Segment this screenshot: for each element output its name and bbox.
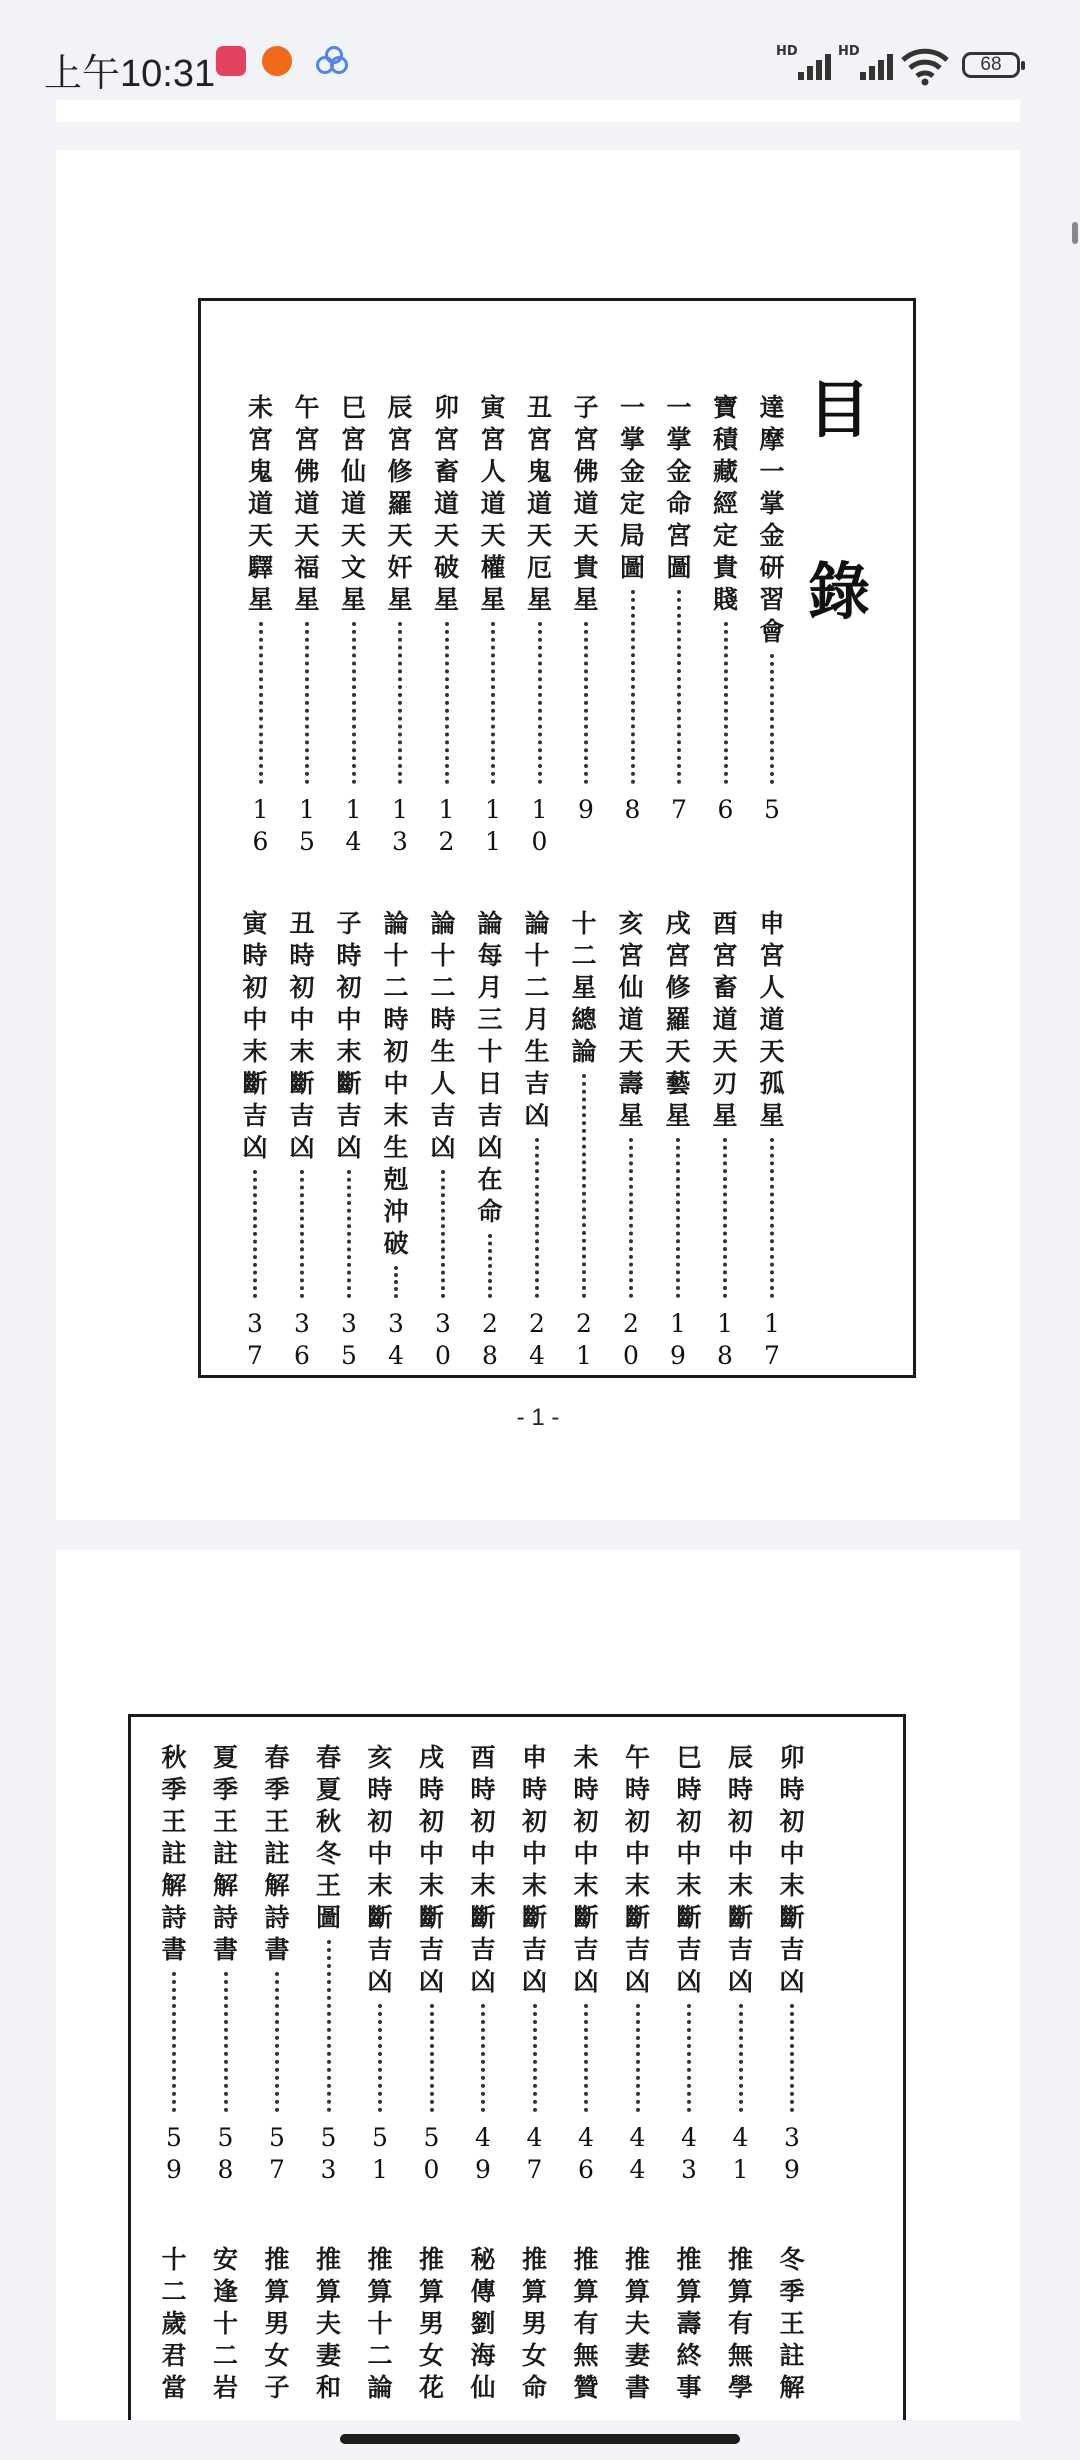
toc-heading-char-1: 目 xyxy=(808,373,871,446)
toc-entry-title: 巳時初中末斷吉凶 xyxy=(676,1743,702,1996)
toc-entry-title: 未時初中末斷吉凶 xyxy=(573,1743,599,1996)
toc-entry-title: 辰宮修羅天奸星 xyxy=(387,393,413,614)
toc-entry-title: 未宮鬼道天驛星 xyxy=(247,393,273,614)
toc-entry-title: 巳宮仙道天文星 xyxy=(340,393,366,614)
toc-page-number: 1 7 xyxy=(764,1309,780,1370)
toc-entry-title: 亥時初中末斷吉凶 xyxy=(367,1743,393,1996)
signal-icon-1: HD xyxy=(776,44,834,84)
toc-entry-title: 推算夫妻和 xyxy=(315,2245,341,2402)
toc-entry-title: 推算壽終事 xyxy=(676,2245,702,2402)
toc-dot-leader xyxy=(636,2004,644,2112)
toc-entry-title: 秘傳劉海仙 xyxy=(470,2245,496,2402)
toc-dot-leader xyxy=(491,622,499,784)
toc-page-number: 4 7 xyxy=(526,2123,543,2184)
navigation-bar xyxy=(0,2420,1080,2460)
toc-page-number: 4 6 xyxy=(578,2123,594,2184)
toc-page-number: 5 7 xyxy=(269,2123,285,2184)
toc-dot-leader xyxy=(378,2004,386,2112)
toc-page-number: 3 7 xyxy=(247,1309,263,1370)
toc-page-number: 6 xyxy=(717,795,734,824)
toc-dot-leader xyxy=(631,590,639,784)
toc-entry-title: 推算十二論 xyxy=(367,2245,393,2402)
toc-page-number: 1 0 xyxy=(531,795,548,856)
toc-dot-leader xyxy=(445,622,453,784)
page-number: - 1 - xyxy=(516,1404,560,1431)
toc-entry-title: 達摩一掌金研習會 xyxy=(759,393,785,646)
toc-page-number: 3 5 xyxy=(341,1309,357,1370)
previous-page-edge xyxy=(56,100,1020,122)
toc-page-number: 5 1 xyxy=(372,2123,388,2184)
toc-page-number: 2 8 xyxy=(482,1309,498,1370)
toc-page-number: 1 5 xyxy=(299,795,315,856)
toc-dot-leader xyxy=(347,1170,355,1298)
toc-dot-leader xyxy=(790,2004,798,2112)
toc-page-number: 9 xyxy=(578,795,594,824)
toc-page-number: 5 8 xyxy=(217,2123,234,2184)
toc-dot-leader xyxy=(394,1266,402,1298)
toc-dot-leader xyxy=(352,622,360,784)
toc-dot-leader xyxy=(488,1234,496,1298)
toc-dot-leader xyxy=(538,622,546,784)
toc-page-number: 3 4 xyxy=(388,1309,404,1370)
toc-heading-char-2: 錄 xyxy=(808,555,871,628)
toc-dot-leader xyxy=(629,1138,637,1298)
toc-page-number: 2 0 xyxy=(623,1309,639,1370)
toc-entry-title: 戌時初中末斷吉凶 xyxy=(418,1743,444,1996)
toc-dot-leader xyxy=(327,1940,335,2112)
toc-page-number: 2 4 xyxy=(529,1309,545,1370)
toc-entry-title: 戌宮修羅天藝星 xyxy=(665,909,691,1130)
toc-entry-title: 論十二時生人吉凶 xyxy=(430,909,456,1162)
toc-page-number: 3 9 xyxy=(784,2123,800,2184)
toc-entry-title: 辰時初中末斷吉凶 xyxy=(727,1743,753,1996)
toc-entry-title: 十二歲君當 xyxy=(161,2245,187,2402)
toc-page-number: 5 xyxy=(764,795,780,824)
toc-entry-title: 亥宮仙道天壽星 xyxy=(618,909,644,1130)
toc-page-number: 4 1 xyxy=(732,2123,749,2184)
toc-page-number: 5 3 xyxy=(320,2123,337,2184)
toc-dot-leader xyxy=(533,2004,541,2112)
toc-entry-title: 一掌金定局圖 xyxy=(619,393,645,582)
toc-entry-title: 午時初中末斷吉凶 xyxy=(624,1743,650,1996)
toc-entry-title: 秋季王註解詩書 xyxy=(161,1743,187,1964)
toc-page-number: 5 0 xyxy=(423,2123,440,2184)
toc-dot-leader xyxy=(305,622,313,784)
battery-icon: 68 xyxy=(962,52,1020,78)
toc-dot-leader xyxy=(582,1074,590,1298)
toc-page-number: 7 xyxy=(671,795,687,824)
toc-entry-title: 子宮佛道天貴星 xyxy=(573,393,599,614)
toc-entry-title: 推算男女花 xyxy=(418,2245,444,2402)
toc-dot-leader xyxy=(687,2004,695,2112)
toc-entry-title: 寶積藏經定貴賤 xyxy=(712,393,738,614)
page-1 xyxy=(56,150,1020,1520)
toc-dot-leader xyxy=(441,1170,449,1298)
toc-entry-title: 推算夫妻書 xyxy=(624,2245,650,2402)
toc-dot-leader xyxy=(300,1170,308,1298)
wifi-icon xyxy=(900,46,950,86)
toc-entry-title: 丑宮鬼道天厄星 xyxy=(526,393,552,614)
toc-page-number: 5 9 xyxy=(166,2123,182,2184)
page-2 xyxy=(56,1550,1020,2420)
toc-entry-title: 一掌金命宮圖 xyxy=(666,393,692,582)
toc-dot-leader xyxy=(724,622,732,784)
toc-page-number: 3 0 xyxy=(435,1309,451,1370)
toc-dot-leader xyxy=(224,1972,232,2112)
document-viewer[interactable] xyxy=(0,100,1080,2420)
signal-icon-2: HD xyxy=(838,44,896,84)
toc-dot-leader xyxy=(275,1972,283,2112)
toc-dot-leader xyxy=(535,1138,543,1298)
toc-dot-leader xyxy=(430,2004,438,2112)
toc-page-number: 2 1 xyxy=(576,1309,592,1370)
toc-entry-title: 酉宮畜道天刃星 xyxy=(712,909,738,1130)
pumpkin-notification-icon xyxy=(262,46,292,76)
app-notification-icon xyxy=(216,46,246,76)
scrollbar-thumb[interactable] xyxy=(1072,222,1078,244)
toc-dot-leader xyxy=(770,654,778,784)
toc-dot-leader xyxy=(398,622,406,784)
toc-dot-leader xyxy=(723,1138,731,1298)
toc-page-number: 1 6 xyxy=(252,795,269,856)
toc-page-number: 1 2 xyxy=(438,795,455,856)
toc-entry-title: 論每月三十日吉凶在命 xyxy=(477,909,503,1226)
toc-page-number: 3 6 xyxy=(294,1309,310,1370)
toc-entry-title: 申時初中末斷吉凶 xyxy=(521,1743,547,1996)
toc-page-number: 4 9 xyxy=(475,2123,491,2184)
toc-entry-title: 寅時初中末斷吉凶 xyxy=(242,909,268,1162)
toc-entry-title: 卯宮畜道天破星 xyxy=(433,393,459,614)
toc-entry-title: 春夏秋冬王圖 xyxy=(315,1743,341,1932)
toc-entry-title: 酉時初中末斷吉凶 xyxy=(470,1743,496,1996)
toc-dot-leader xyxy=(259,622,267,784)
toc-entry-title: 冬季王註解 xyxy=(779,2245,805,2402)
toc-dot-leader xyxy=(770,1138,778,1298)
toc-entry-title: 丑時初中末斷吉凶 xyxy=(289,909,315,1162)
toc-page-number: 1 4 xyxy=(345,795,362,856)
toc-page-number: 4 3 xyxy=(681,2123,697,2184)
toc-entry-title: 論十二時初中末生剋沖破 xyxy=(383,909,409,1258)
toc-dot-leader xyxy=(253,1170,261,1298)
toc-entry-title: 卯時初中末斷吉凶 xyxy=(779,1743,805,1996)
toc-dot-leader xyxy=(677,590,685,784)
toc-dot-leader xyxy=(584,622,592,784)
toc-entry-title: 十二星總論 xyxy=(571,909,597,1066)
toc-entry-title: 安逢十二岩 xyxy=(212,2245,238,2402)
toc-page-number: 4 4 xyxy=(629,2123,646,2184)
toc-dot-leader xyxy=(676,1138,684,1298)
toc-page-number: 1 8 xyxy=(717,1309,733,1370)
toc-entry-title: 春季王註解詩書 xyxy=(264,1743,290,1964)
status-time: 上午10:31 xyxy=(44,53,216,95)
toc-page-number: 1 9 xyxy=(670,1309,686,1370)
toc-entry-title: 論十二月生吉凶 xyxy=(524,909,550,1130)
toc-entry-title: 推算有無贊 xyxy=(573,2245,599,2402)
toc-entry-title: 寅宮人道天權星 xyxy=(480,393,506,614)
toc-page-number: 1 3 xyxy=(392,795,408,856)
toc-entry-title: 午宮佛道天福星 xyxy=(294,393,320,614)
toc-dot-leader xyxy=(172,1972,180,2112)
home-gesture-bar[interactable] xyxy=(340,2434,740,2444)
toc-page-number: 8 xyxy=(624,795,641,824)
toc-entry-title: 申宮人道天孤星 xyxy=(759,909,785,1130)
toc-entry-title: 推算有無學 xyxy=(727,2245,753,2402)
toc-entry-title: 子時初中末斷吉凶 xyxy=(336,909,362,1162)
toc-entry-title: 夏季王註解詩書 xyxy=(212,1743,238,1964)
toc-entry-title: 推算男女子 xyxy=(264,2245,290,2402)
cluster-notification-icon xyxy=(316,46,346,76)
toc-entry-title: 推算男女命 xyxy=(521,2245,547,2402)
status-bar xyxy=(0,0,1080,100)
toc-dot-leader xyxy=(739,2004,747,2112)
toc-dot-leader xyxy=(481,2004,489,2112)
toc-dot-leader xyxy=(584,2004,592,2112)
toc-page-number: 1 1 xyxy=(485,795,501,856)
